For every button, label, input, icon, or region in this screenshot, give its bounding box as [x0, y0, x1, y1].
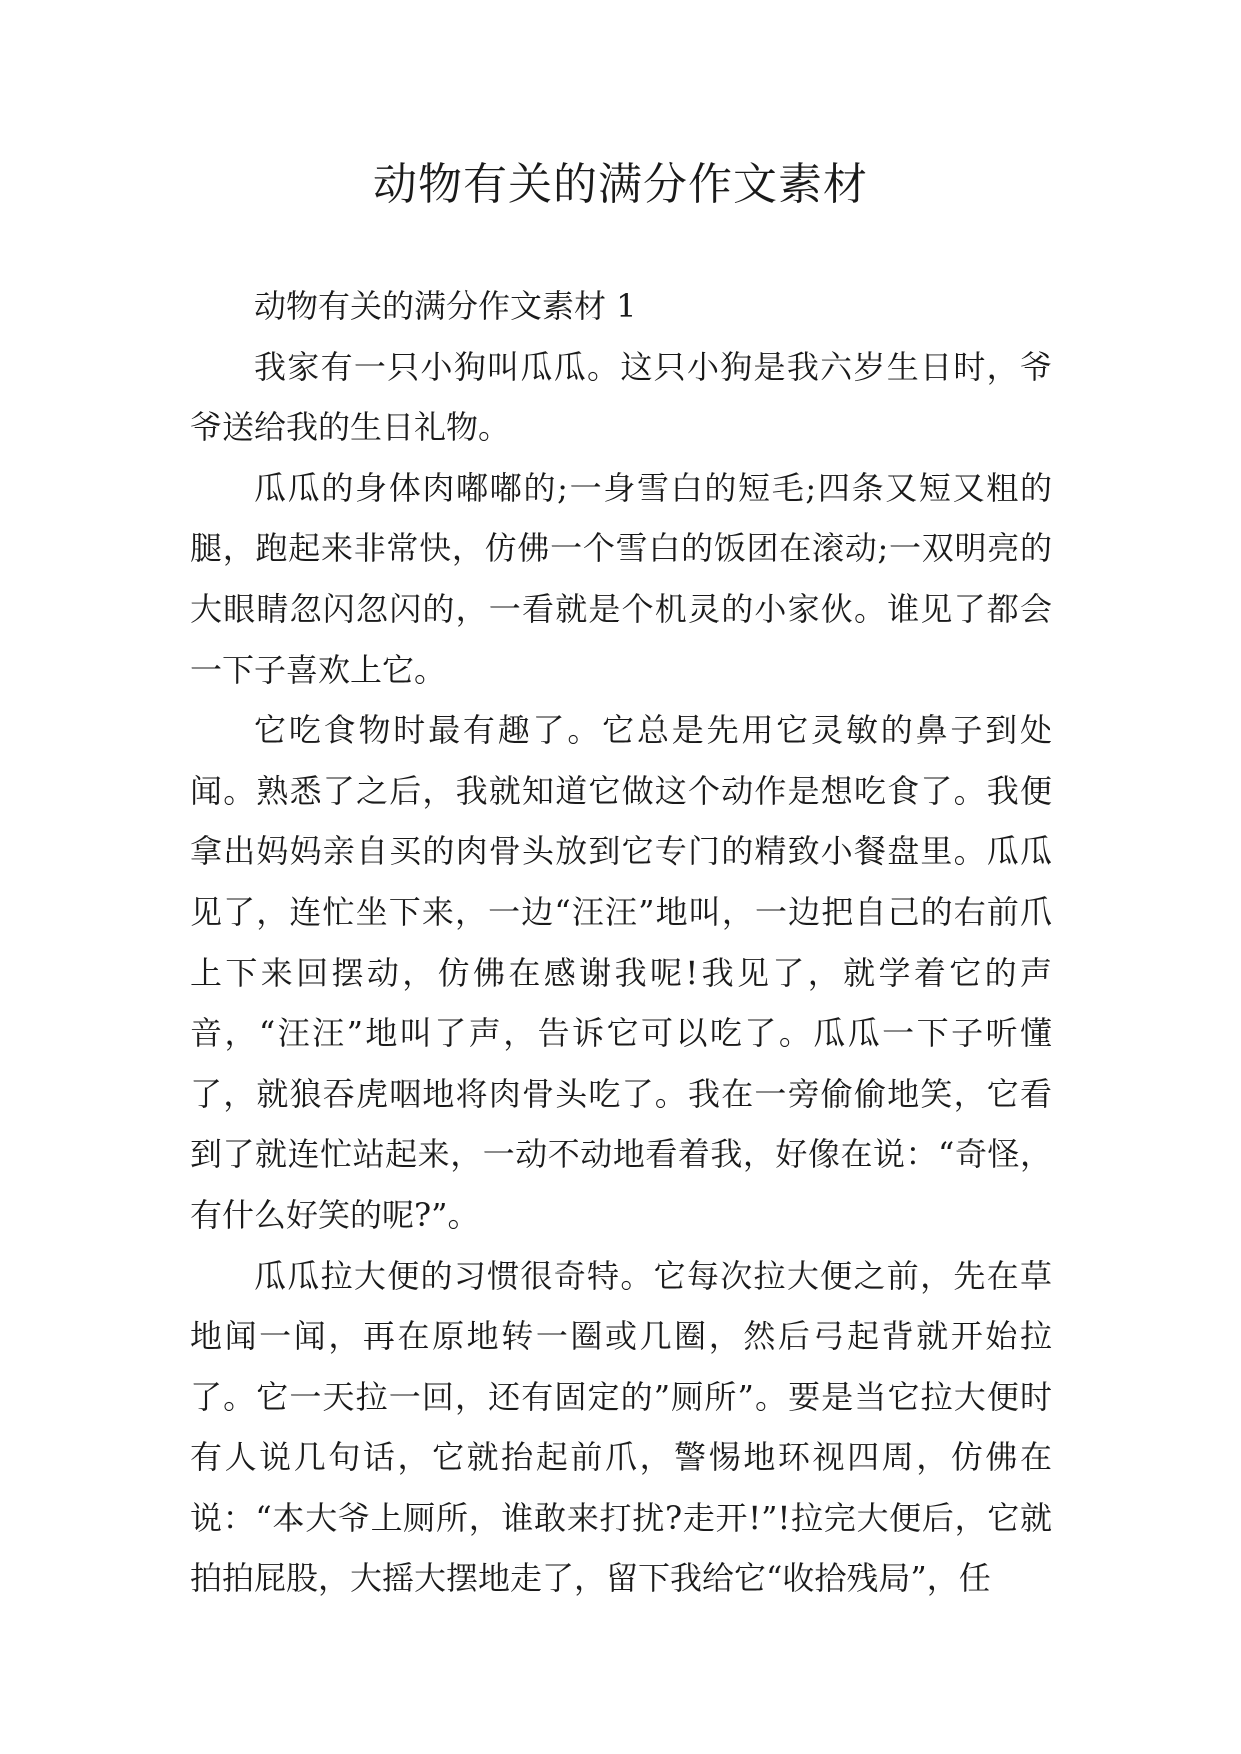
paragraph-1: 我家有一只小狗叫瓜瓜。这只小狗是我六岁生日时，爷爷送给我的生日礼物。 — [190, 347, 1052, 447]
paragraph-4: 瓜瓜拉大便的习惯很奇特。它每次拉大便之前，先在草地闻一闻，再在原地转一圈或几圈，然后弓起背就开始拉了。它一天拉一回，还有固定的”厕所”。要是当它拉大便时有人说几句话，它就抬起前爪，警惕地环视四周，仿佛在说：“本大爷上厕所，谁敢来打扰?走开!”!拉完大便后，它就拍拍屁股，大摇大摆地走了，留下我给它“收拾残局”，任 — [190, 1256, 1052, 1598]
paragraph-3: 它吃食物时最有趣了。它总是先用它灵敏的鼻子到处闻。熟悉了之后，我就知道它做这个动作是想吃食了。我便拿出妈妈亲自买的肉骨头放到它专门的精致小餐盘里。瓜瓜见了，连忙坐下来，一边“汪汪”地叫，一边把自己的右前爪上下来回摆动，仿佛在感谢我呢!我见了，就学着它的声音，“汪汪”地叫了声，告诉它可以吃了。瓜瓜一下子听懂了，就狼吞虎咽地将肉骨头吃了。我在一旁偷偷地笑，它看到了就连忙站起来，一动不动地看着我，好像在说：“奇怪，有什么好笑的呢?”。 — [190, 711, 1052, 1234]
document-body — [190, 276, 1052, 1609]
document-title: 动物有关的满分作文素材 — [373, 159, 868, 210]
section-heading: 动物有关的满分作文素材 1 — [254, 287, 637, 325]
paragraph-2: 瓜瓜的身体肉嘟嘟的;一身雪白的短毛;四条又短又粗的腿，跑起来非常快，仿佛一个雪白的饭团在滚动;一双明亮的大眼睛忽闪忽闪的，一看就是个机灵的小家伙。谁见了都会一下子喜欢上它。 — [190, 468, 1052, 689]
